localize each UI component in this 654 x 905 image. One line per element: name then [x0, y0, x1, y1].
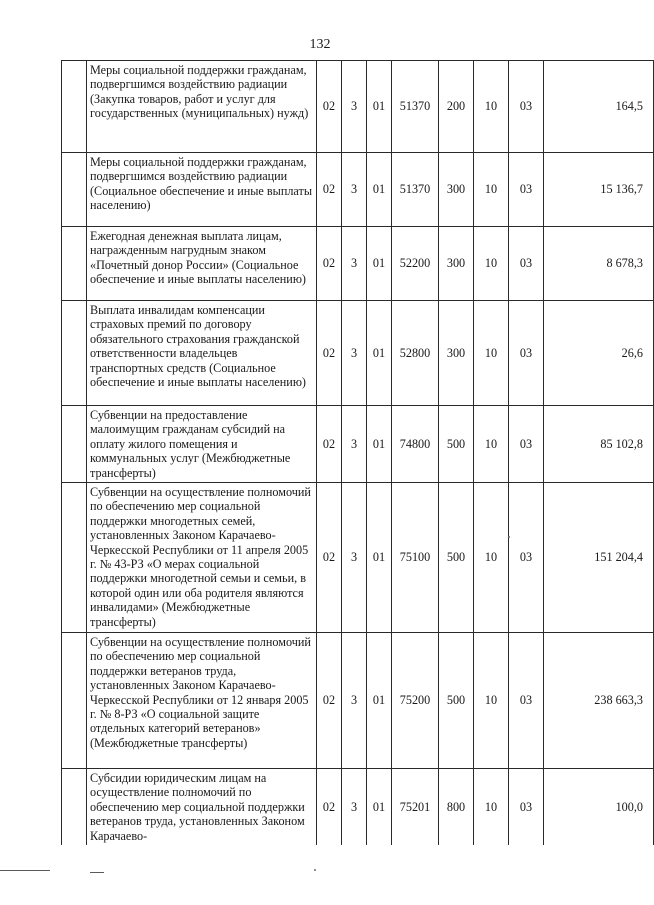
code-section: 10 [474, 153, 509, 227]
table-row [62, 153, 654, 227]
code-section: 10 [474, 301, 509, 406]
code-pr: 01 [367, 769, 392, 846]
blank-cell [62, 633, 87, 769]
code-rz: 3 [342, 301, 367, 406]
table-row [62, 61, 654, 153]
table-row [62, 227, 654, 301]
code-rz: 3 [342, 483, 367, 633]
blank-cell [62, 406, 87, 483]
row-description: Выплата инвалидам компенсации страховых премий по договору обязательного страхования гражданской ответственности владельцев транспортных средств (Социальное обеспечение и иные выплаты населению) [87, 301, 317, 406]
code-subsection: 03 [509, 483, 544, 633]
code-vr: 500 [439, 406, 474, 483]
table-row [62, 301, 654, 406]
code-target: 75100 [392, 483, 439, 633]
code-rz: 3 [342, 633, 367, 769]
code-section: 10 [474, 61, 509, 153]
code-section: 10 [474, 483, 509, 633]
code-pr: 01 [367, 406, 392, 483]
blank-cell [62, 483, 87, 633]
code-pr: 01 [367, 153, 392, 227]
table-row [62, 633, 654, 769]
code-vr: 800 [439, 769, 474, 846]
code-vr: 300 [439, 301, 474, 406]
row-amount: 151 204,4 [544, 483, 654, 633]
budget-table [61, 60, 654, 845]
code-rz: 3 [342, 227, 367, 301]
code-pr: 01 [367, 633, 392, 769]
code-vr: 500 [439, 483, 474, 633]
code-pr: 01 [367, 227, 392, 301]
code-target: 51370 [392, 153, 439, 227]
row-description: Меры социальной поддержки гражданам, подвергшимся воздействию радиации (Социальное обеспечение и иные выплаты населению) [87, 153, 317, 227]
code-target: 52800 [392, 301, 439, 406]
code-target: 75201 [392, 769, 439, 846]
blank-cell [62, 301, 87, 406]
row-amount: 164,5 [544, 61, 654, 153]
code-ppp: 02 [317, 769, 342, 846]
code-subsection: 03 [509, 61, 544, 153]
code-target: 51370 [392, 61, 439, 153]
row-description: Ежегодная денежная выплата лицам, награжденным нагрудным знаком «Почетный донор России» (Социальное обеспечение и иные выплаты населению) [87, 227, 317, 301]
row-amount: 85 102,8 [544, 406, 654, 483]
code-ppp: 02 [317, 227, 342, 301]
code-ppp: 02 [317, 483, 342, 633]
row-amount: 100,0 [544, 769, 654, 846]
code-subsection: 03 [509, 633, 544, 769]
scan-artifact-dot [314, 869, 316, 871]
row-amount: 26,6 [544, 301, 654, 406]
code-vr: 300 [439, 227, 474, 301]
code-target: 52200 [392, 227, 439, 301]
blank-cell [62, 227, 87, 301]
scan-artifact-dot [508, 536, 510, 538]
row-amount: 238 663,3 [544, 633, 654, 769]
row-amount: 8 678,3 [544, 227, 654, 301]
code-section: 10 [474, 406, 509, 483]
code-rz: 3 [342, 61, 367, 153]
code-subsection: 03 [509, 406, 544, 483]
code-vr: 500 [439, 633, 474, 769]
code-subsection: 03 [509, 227, 544, 301]
row-description: Субвенции на предоставление малоимущим гражданам субсидий на оплату жилого помещения и коммунальных услуг (Межбюджетные трансферты) [87, 406, 317, 483]
code-section: 10 [474, 633, 509, 769]
code-pr: 01 [367, 301, 392, 406]
code-vr: 200 [439, 61, 474, 153]
code-rz: 3 [342, 153, 367, 227]
code-target: 74800 [392, 406, 439, 483]
code-ppp: 02 [317, 153, 342, 227]
row-description: Субсидии юридическим лицам на осуществление полномочий по обеспечению мер социальной поддержки ветеранов труда, установленных Законом Карачаево- [87, 769, 317, 846]
row-description: Субвенции на осуществление полномочий по обеспечению мер социальной поддержки ветеранов труда, установленных Законом Карачаево-Черкесской Республики от 12 января 2005 г. № 8-РЗ «О социальной защите отдельных категорий ветеранов» (Межбюджетные трансферты) [87, 633, 317, 769]
code-subsection: 03 [509, 153, 544, 227]
code-subsection: 03 [509, 301, 544, 406]
scan-artifact-line [0, 870, 50, 871]
code-subsection: 03 [509, 769, 544, 846]
code-pr: 01 [367, 483, 392, 633]
row-amount: 15 136,7 [544, 153, 654, 227]
code-ppp: 02 [317, 61, 342, 153]
blank-cell [62, 61, 87, 153]
code-rz: 3 [342, 406, 367, 483]
row-description: Субвенции на осуществление полномочий по обеспечению мер социальной поддержки многодетных семей, установленных Законом Карачаево-Черкесской Республики от 11 апреля 2005 г. № 43-РЗ «О мерах социальной поддержки многодетной семьи и семьи, в которой один или оба родителя являются инвалидами» (Межбюджетные трансферты) [87, 483, 317, 633]
code-ppp: 02 [317, 301, 342, 406]
row-description: Меры социальной поддержки гражданам, подвергшимся воздействию радиации (Закупка товаров, работ и услуг для государственных (муниципальных) нужд) [87, 61, 317, 153]
budget-table-body [62, 61, 654, 846]
blank-cell [62, 153, 87, 227]
code-vr: 300 [439, 153, 474, 227]
table-row [62, 769, 654, 846]
blank-cell [62, 769, 87, 846]
code-ppp: 02 [317, 406, 342, 483]
page-number: 132 [309, 37, 331, 52]
table-row [62, 406, 654, 483]
code-pr: 01 [367, 61, 392, 153]
code-ppp: 02 [317, 633, 342, 769]
code-rz: 3 [342, 769, 367, 846]
scan-artifact-line [90, 872, 104, 873]
code-section: 10 [474, 227, 509, 301]
code-target: 75200 [392, 633, 439, 769]
table-row [62, 483, 654, 633]
code-section: 10 [474, 769, 509, 846]
